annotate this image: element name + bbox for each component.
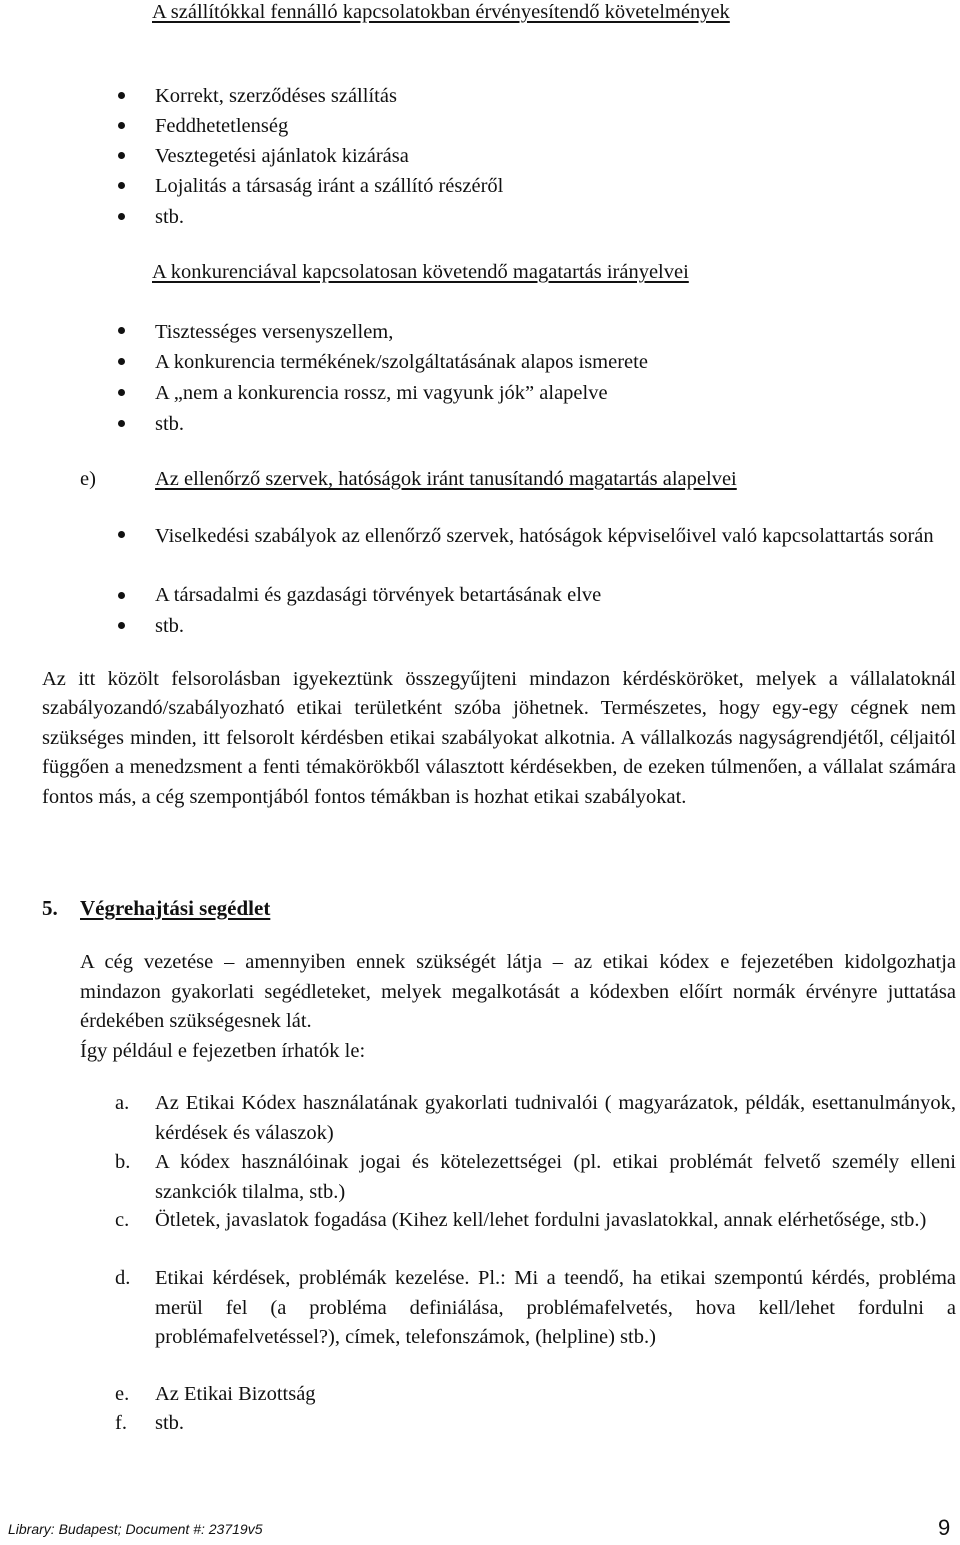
section-marker: e) — [80, 468, 96, 490]
list-item: A konkurencia termékének/szolgáltatásának alapos ismerete — [155, 351, 648, 373]
list-marker: f. — [115, 1412, 127, 1434]
list-item: Vesztegetési ajánlatok kizárása — [155, 145, 409, 167]
list-item: Az Etikai Bizottság — [155, 1383, 316, 1405]
list-item: Lojalitás a társaság iránt a szállító részéről — [155, 175, 504, 197]
list-item: Tisztességes versenyszellem, — [155, 321, 394, 343]
footer-document-id: Library: Budapest; Document #: 23719v5 — [8, 1521, 263, 1537]
list-item: A társadalmi és gazdasági törvények betartásának elve — [155, 584, 602, 606]
list-marker: e. — [115, 1383, 130, 1405]
bullet-icon — [118, 358, 125, 365]
section5-lead: Így például e fejezetben írhatók le: — [80, 1040, 366, 1062]
bullet-icon — [118, 420, 125, 427]
page-number: 9 — [938, 1515, 951, 1540]
list-item: stb. — [155, 1412, 185, 1434]
list-item: Korrekt, szerződéses szállítás — [155, 85, 397, 107]
bullet-icon — [118, 389, 125, 396]
list-item: stb. — [155, 615, 185, 637]
list-marker: a. — [115, 1092, 130, 1114]
list-item: Viselkedési szabályok az ellenőrző szervek, hatóságok képviselőivel való kapcsolattartás során — [155, 525, 934, 547]
bullet-icon — [118, 213, 125, 220]
section-heading-suppliers: A szállítókkal fennálló kapcsolatokban érvényesítendő követelmények — [152, 1, 730, 23]
section-heading-competition: A konkurenciával kapcsolatosan követendő magatartás irányelvei — [152, 261, 689, 283]
bullet-icon — [118, 92, 125, 99]
section-title: Végrehajtási segédlet — [80, 896, 271, 920]
bullet-icon — [118, 622, 125, 629]
list-marker: b. — [115, 1151, 131, 1173]
list-marker: c. — [115, 1209, 130, 1231]
list-item: Etikai kérdések, problémák kezelése. Pl.: Mi a teendő, ha etikai szempontú kérdés, probléma merül fel (a probléma definiálása, problémafelvetés, hova kell/lehet fordulni a problémafelvetéssel?), címek, telefonszámok, (helpline) stb.) — [155, 1267, 956, 1348]
list-marker: d. — [115, 1267, 131, 1289]
bullet-icon — [118, 182, 125, 189]
list-item: stb. — [155, 206, 185, 228]
bullet-icon — [118, 122, 125, 129]
list-item: Az Etikai Kódex használatának gyakorlati tudnivalói ( magyarázatok, példák, esettanulmányok, kérdések és válaszok) — [155, 1092, 956, 1144]
list-item: Ötletek, javaslatok fogadása (Kihez kell/lehet fordulni javaslatokkal, annak elérhetősége, stb.) — [155, 1209, 927, 1231]
section5-intro: A cég vezetése – amennyiben ennek szükségét látja – az etikai kódex e fejezetében kidolgozhatja mindazon gyakorlati segédleteket, melyek megalkotását a kódexben előírt normák érvényre juttatása érdekében szükségesnek lát. — [80, 951, 956, 1033]
list-item: A kódex használóinak jogai és kötelezettségei (pl. etikai problémát felvető személy elleni szankciók tilalma, stb.) — [155, 1151, 956, 1203]
list-item: stb. — [155, 413, 185, 435]
list-item: Feddhetetlenség — [155, 115, 289, 137]
bullet-icon — [118, 152, 125, 159]
section-heading-authorities: Az ellenőrző szervek, hatóságok iránt tanusítandó magatartás alapelvei — [155, 468, 737, 490]
bullet-icon — [118, 327, 125, 334]
list-item: A „nem a konkurencia rossz, mi vagyunk jók” alapelve — [155, 382, 608, 404]
bullet-icon — [118, 531, 125, 538]
summary-paragraph: Az itt közölt felsorolásban igyekeztünk összegyűjteni mindazon kérdésköröket, melyek a vállalatoknál szabályozandó/szabályozható etikai területként szóba jöhetnek. Természetes, hogy egy-egy cégnek nem szükséges minden, itt felsorolt kérdésben etikai szabályokat alkotnia. A vállalkozás nagyságrendjétől, céljaitól függően a menedzsment a fenti témakörökből választott kérdésekben, de ezeken túlmenően, a vállalat számára fontos más, a cég szempontjából fontos témákban is hozhat etikai szabályokat. — [42, 668, 956, 808]
bullet-icon — [118, 592, 125, 599]
section-number: 5. — [42, 896, 58, 920]
